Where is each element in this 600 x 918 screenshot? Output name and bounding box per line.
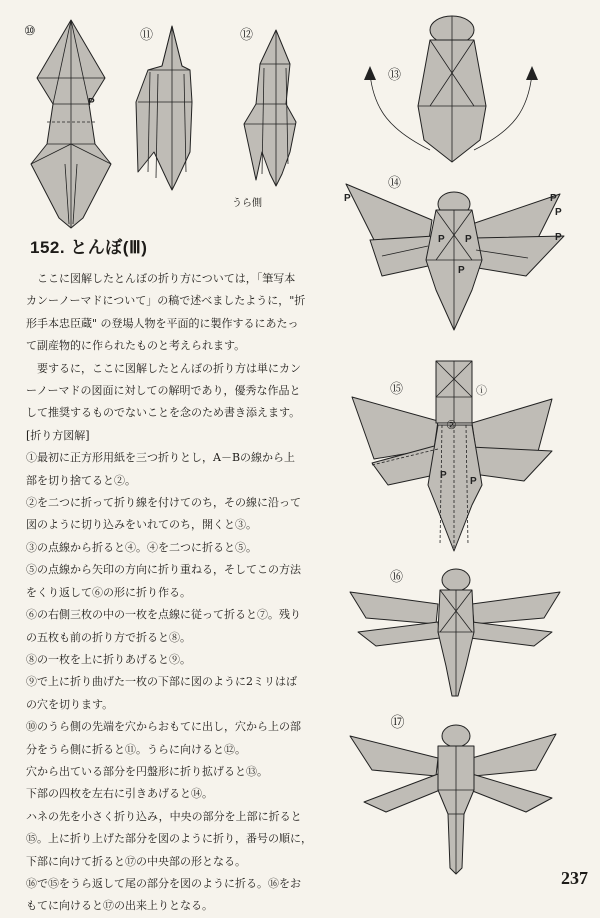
- step-17-label: ⑰: [390, 715, 405, 731]
- marker-1-label: ⓘ: [476, 384, 487, 397]
- body-line: ①最初に正方形用紙を三つ折りとし，A－Bの線から上: [26, 451, 296, 465]
- body-line: 下部に向けて折ると⑰の中央部の形となる。: [26, 854, 246, 868]
- p-label: P: [458, 265, 465, 276]
- body-line: て副産物的に作られたものと考えられます。: [26, 339, 246, 353]
- body-line: 形手本忠臣蔵" の登場人物を平面的に製作するにあたっ: [26, 316, 299, 330]
- marker-2-label: ②: [446, 418, 457, 432]
- body-line: ②を二つに折って折り線を付けてのち，その線に沿って: [26, 496, 301, 510]
- body-line: ⑤の点線から矢印の方向に折り重ねる，そしてこの方法: [26, 563, 301, 577]
- body-line: カンーノーマドについて」の稿で述べましたように，"折: [26, 294, 306, 308]
- body-line: の五枚も前の折り方で折ると⑧。: [26, 630, 191, 644]
- body-line: ⑨で上に折り曲げた一枚の下部に図のように2ミリはば: [26, 675, 297, 689]
- body-line: ⑧の一枚を上に折りあげると⑨。: [26, 652, 191, 666]
- diagram-step-14: [342, 180, 572, 340]
- diagram-step-11: [130, 22, 210, 192]
- section-title: 152. とんぼ(Ⅲ): [30, 238, 148, 257]
- body-line: ③の点線から折ると④。④を二つに折ると⑤。: [26, 540, 257, 554]
- diagram-step-12: [230, 24, 310, 190]
- p-label: P: [550, 193, 557, 204]
- body-line: の穴を切ります。: [26, 697, 114, 711]
- p-label: P: [438, 234, 445, 245]
- diagram-step-15: [348, 355, 558, 555]
- step-15-label: ⑮: [390, 382, 404, 397]
- body-line: をくり返して⑥の形に折り作る。: [26, 585, 191, 599]
- p-label: P: [555, 232, 562, 243]
- step-13-label: ⑬: [388, 68, 402, 83]
- body-text: [26, 268, 324, 918]
- diagram-step-10: [25, 14, 135, 230]
- p-label: P: [470, 476, 477, 487]
- body-line: 要するに，ここに図解したとんぼの折り方は単にカン: [37, 361, 301, 375]
- body-line: もてに向けると⑰の出来上りとなる。: [26, 899, 213, 913]
- body-line: 図のように切り込みをいれてのち，開くと③。: [26, 518, 257, 532]
- step-16-label: ⑯: [390, 570, 404, 585]
- step-12-label: ⑫: [240, 28, 254, 43]
- body-line: ⑯で⑮をうら返して尾の部分を図のように折る。⑯をお: [26, 876, 301, 890]
- body-line: ここに図解したとんぼの折り方については，「筆写本: [37, 272, 296, 285]
- diagram-step-16: [346, 566, 564, 704]
- step-11-label: ⑪: [140, 28, 154, 43]
- body-line: 穴から出ている部分を円盤形に折り拡げると⑬。: [26, 764, 268, 778]
- body-line: して推奨するものでないことを念のため書き添えます。: [26, 406, 301, 420]
- p-label: P: [465, 234, 472, 245]
- body-line: 分をうら側に折ると⑪。うらに向けると⑫。: [26, 742, 246, 756]
- body-line: [折り方図解]: [26, 428, 90, 442]
- p-label: P: [88, 97, 95, 108]
- diagram-step-13: [360, 10, 590, 170]
- body-line: 部を切り捨てると②。: [26, 473, 136, 487]
- back-side-caption: うら側: [232, 198, 262, 209]
- p-label: P: [344, 193, 351, 204]
- body-line: ハネの先を小さく折り込み，中央の部分を上部に折ると: [26, 809, 302, 823]
- step-10-label: ⑩: [24, 24, 36, 39]
- diagram-step-17: [346, 715, 560, 878]
- body-line: ーノーマドの図面に対しての解明であり，優秀な作品と: [26, 384, 301, 398]
- body-line: 下部の四枚を左右に引きあげると⑭。: [26, 787, 213, 801]
- step-14-label: ⑭: [388, 176, 402, 191]
- page-number: 237: [561, 868, 588, 888]
- body-line: ⑩のうら側の先端を穴からおもてに出し，穴から上の部: [26, 720, 301, 734]
- body-line: ⑮。上に折り上げた部分を図のように折り，番号の順に，: [26, 832, 312, 846]
- p-label: P: [555, 207, 562, 218]
- p-label: P: [440, 470, 447, 481]
- body-line: ⑥の右側三枚の中の一枚を点線に従って折ると⑦。残り: [26, 608, 301, 622]
